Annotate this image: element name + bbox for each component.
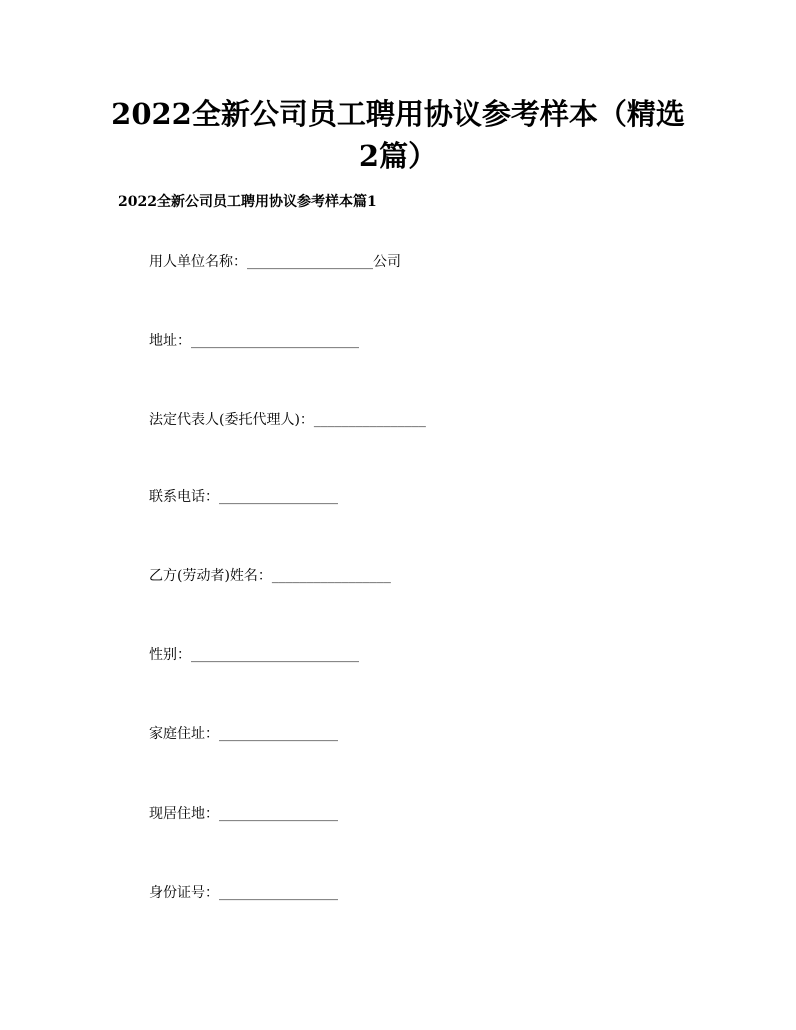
field-contact-phone: 联系电话：_________________: [149, 489, 338, 505]
document-title-line-2: 2篇）: [358, 139, 438, 173]
document-title-line-1: 2022全新公司员工聘用协议参考样本（精选: [111, 97, 685, 131]
field-home-address: 家庭住址：_________________: [149, 726, 338, 742]
field-current-residence: 现居住地：_________________: [149, 806, 338, 822]
field-id-number: 身份证号：_________________: [149, 885, 338, 901]
section-heading: 2022全新公司员工聘用协议参考样本篇1: [118, 194, 377, 210]
field-employee-name: 乙方(劳动者)姓名：_________________: [149, 568, 391, 584]
field-employer-name: 用人单位名称：__________________公司: [149, 254, 401, 270]
field-gender: 性别：________________________: [149, 647, 359, 663]
field-address: 地址：________________________: [149, 333, 359, 349]
field-legal-representative: 法定代表人(委托代理人)：________________: [149, 412, 426, 428]
